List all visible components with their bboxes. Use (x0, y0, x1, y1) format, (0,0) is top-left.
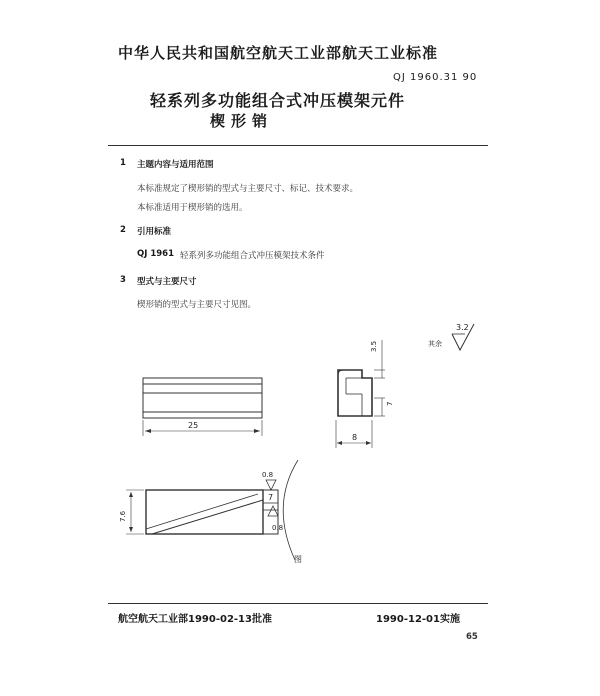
section-2-number: 2 (120, 225, 126, 235)
approval-date: 航空航天工业部1990-02-13批准 (118, 614, 272, 625)
section-3-title: 型式与主要尺寸 (137, 277, 197, 287)
document-subtitle: 楔形销 (210, 112, 274, 130)
dim-slot-label: 7 (268, 493, 274, 502)
reference-code: QJ 1961 (137, 249, 175, 259)
effective-date: 1990-12-01实施 (376, 614, 460, 625)
roughness-value: 3.2 (456, 323, 469, 332)
section-2-title: 引用标准 (137, 227, 172, 237)
standard-code: QJ 1960.31 90 (393, 72, 478, 83)
roughness-b-value: 0.8 (272, 524, 284, 532)
dim-top-label: 3.5 (370, 340, 378, 352)
dim-height-label: 7.6 (119, 510, 127, 522)
top-view (143, 378, 262, 436)
dim-width-label: 8 (352, 433, 358, 442)
page-number: 65 (466, 632, 478, 642)
reference-text: 轻系列多功能组合式冲压模架技术条件 (180, 251, 325, 261)
side-view (336, 340, 385, 448)
section-3-line-1: 楔形销的型式与主要尺寸见图。 (137, 300, 257, 310)
dim-length-label: 25 (188, 421, 199, 430)
section-3-number: 3 (120, 275, 126, 285)
section-1-line-2: 本标准适用于楔形销的选用。 (137, 203, 248, 213)
roughness-label: 其余 (428, 340, 442, 348)
section-1-title: 主题内容与适用范围 (137, 160, 214, 170)
footer-rule (108, 603, 488, 604)
section-1-number: 1 (120, 158, 126, 168)
roughness-a-value: 0.8 (262, 471, 274, 479)
document-title: 轻系列多功能组合式冲压模架元件 (150, 91, 406, 110)
section-1-line-1: 本标准规定了楔形销的型式与主要尺寸、标记、技术要求。 (137, 184, 359, 194)
figure-caption: 图 (294, 555, 302, 564)
issuing-organization: 中华人民共和国航空航天工业部航天工业标准 (118, 44, 439, 62)
dim-step-label: 7 (386, 401, 394, 406)
